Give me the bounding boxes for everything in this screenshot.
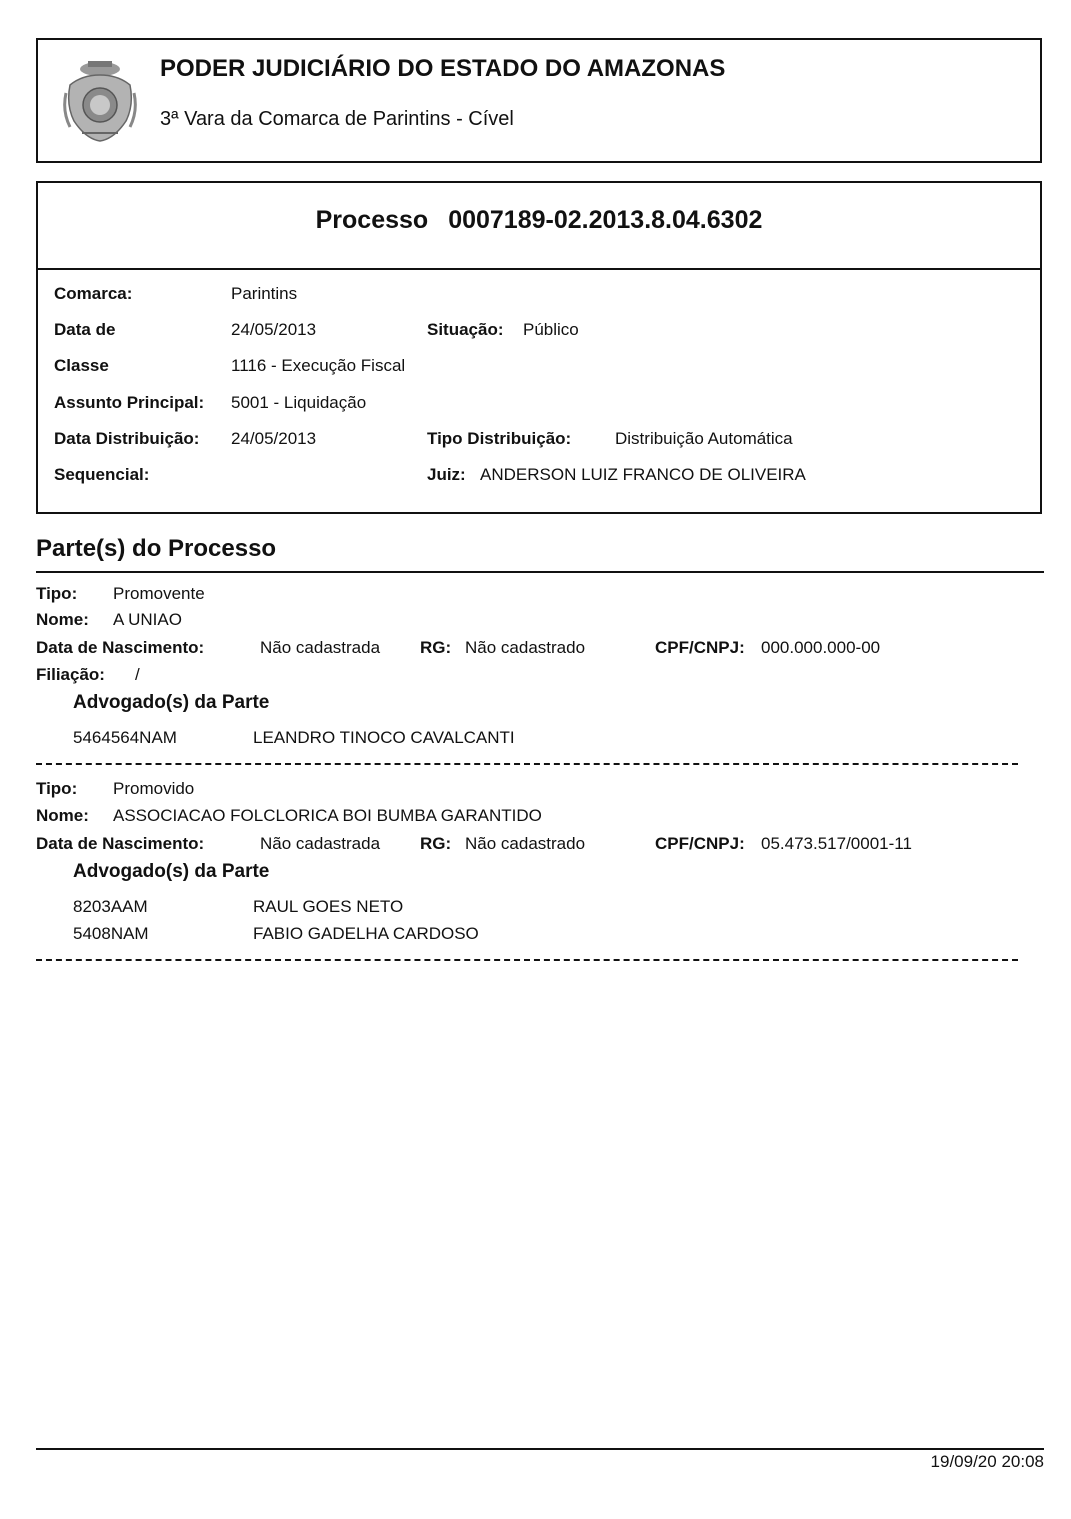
comarca-value: Parintins — [231, 284, 298, 303]
party-1-advogado-1-oab: 5464564NAM — [73, 728, 177, 747]
party-1-advogado-1-nome: LEANDRO TINOCO CAVALCANTI — [253, 728, 515, 747]
comarca-label: Comarca: — [54, 284, 133, 303]
party-2-nascimento-value: Não cadastrada — [260, 834, 381, 853]
court-seal-icon — [62, 55, 138, 143]
classe-value: 1116 - Execução Fiscal — [231, 356, 406, 375]
distribuicao-value: 24/05/2013 — [231, 429, 317, 448]
party-1-nascimento-value: Não cadastrada — [260, 638, 381, 657]
party-2-tipo-label: Tipo: — [36, 779, 78, 798]
party-1-nascimento-label: Data de Nascimento: — [36, 638, 205, 657]
party-2-rg-value: Não cadastrado — [465, 834, 586, 853]
party-2-cpf-value: 05.473.517/0001-11 — [761, 834, 912, 853]
assunto-value: 5001 - Liquidação — [231, 393, 367, 412]
assunto-label: Assunto Principal: — [54, 393, 205, 412]
process-divider — [36, 268, 1042, 270]
situacao-value: Público — [523, 320, 579, 339]
distribuicao-label: Data Distribuição: — [54, 429, 200, 448]
party-separator-1 — [36, 763, 1018, 765]
party-1-tipo-label: Tipo: — [36, 584, 78, 603]
party-1-filiacao-value: / — [135, 665, 140, 684]
data-value: 24/05/2013 — [231, 320, 317, 339]
party-1-tipo-value: Promovente — [113, 584, 205, 603]
party-2-advogado-1-oab: 8203AAM — [73, 897, 148, 916]
party-2-tipo-value: Promovido — [113, 779, 195, 798]
partes-title: Parte(s) do Processo — [36, 535, 277, 562]
process-title — [36, 206, 1042, 235]
court-subtitle: 3ª Vara da Comarca de Parintins - Cível — [160, 108, 514, 130]
partes-rule — [36, 571, 1044, 573]
party-2-nome-value: ASSOCIACAO FOLCLORICA BOI BUMBA GARANTIDO — [113, 806, 542, 825]
party-2-advogado-2-oab: 5408NAM — [73, 924, 149, 943]
party-1-rg-label: RG: — [420, 638, 452, 657]
party-2-nascimento-label: Data de Nascimento: — [36, 834, 205, 853]
court-title: PODER JUDICIÁRIO DO ESTADO DO AMAZONAS — [160, 55, 726, 82]
footer-timestamp: 19/09/20 20:08 — [930, 1452, 1044, 1471]
party-1-cpf-label: CPF/CNPJ: — [655, 638, 745, 657]
party-1-advogados-title: Advogado(s) da Parte — [73, 692, 270, 713]
party-2-advogado-1-nome: RAUL GOES NETO — [253, 897, 404, 916]
party-2-rg-label: RG: — [420, 834, 452, 853]
process-number: 0007189-02.2013.8.04.6302 — [448, 206, 763, 234]
tipo-distribuicao-label: Tipo Distribuição: — [427, 429, 572, 448]
footer-rule — [36, 1448, 1044, 1450]
juiz-value: ANDERSON LUIZ FRANCO DE OLIVEIRA — [480, 465, 806, 484]
party-1-filiacao-label: Filiação: — [36, 665, 105, 684]
tipo-distribuicao-value: Distribuição Automática — [615, 429, 793, 448]
party-2-advogado-2-nome: FABIO GADELHA CARDOSO — [253, 924, 479, 943]
situacao-label: Situação: — [427, 320, 504, 339]
party-2-cpf-label: CPF/CNPJ: — [655, 834, 745, 853]
classe-label: Classe — [54, 356, 109, 375]
party-1-nome-label: Nome: — [36, 610, 89, 629]
data-label: Data de — [54, 320, 116, 339]
party-2-nome-label: Nome: — [36, 806, 89, 825]
party-1-cpf-value: 000.000.000-00 — [761, 638, 881, 657]
process-label: Processo — [315, 206, 429, 234]
sequencial-label: Sequencial: — [54, 465, 150, 484]
party-1-rg-value: Não cadastrado — [465, 638, 586, 657]
juiz-label: Juiz: — [427, 465, 466, 484]
party-1-nome-value: A UNIAO — [113, 610, 182, 629]
party-separator-2 — [36, 959, 1018, 961]
party-2-advogados-title: Advogado(s) da Parte — [73, 861, 270, 882]
